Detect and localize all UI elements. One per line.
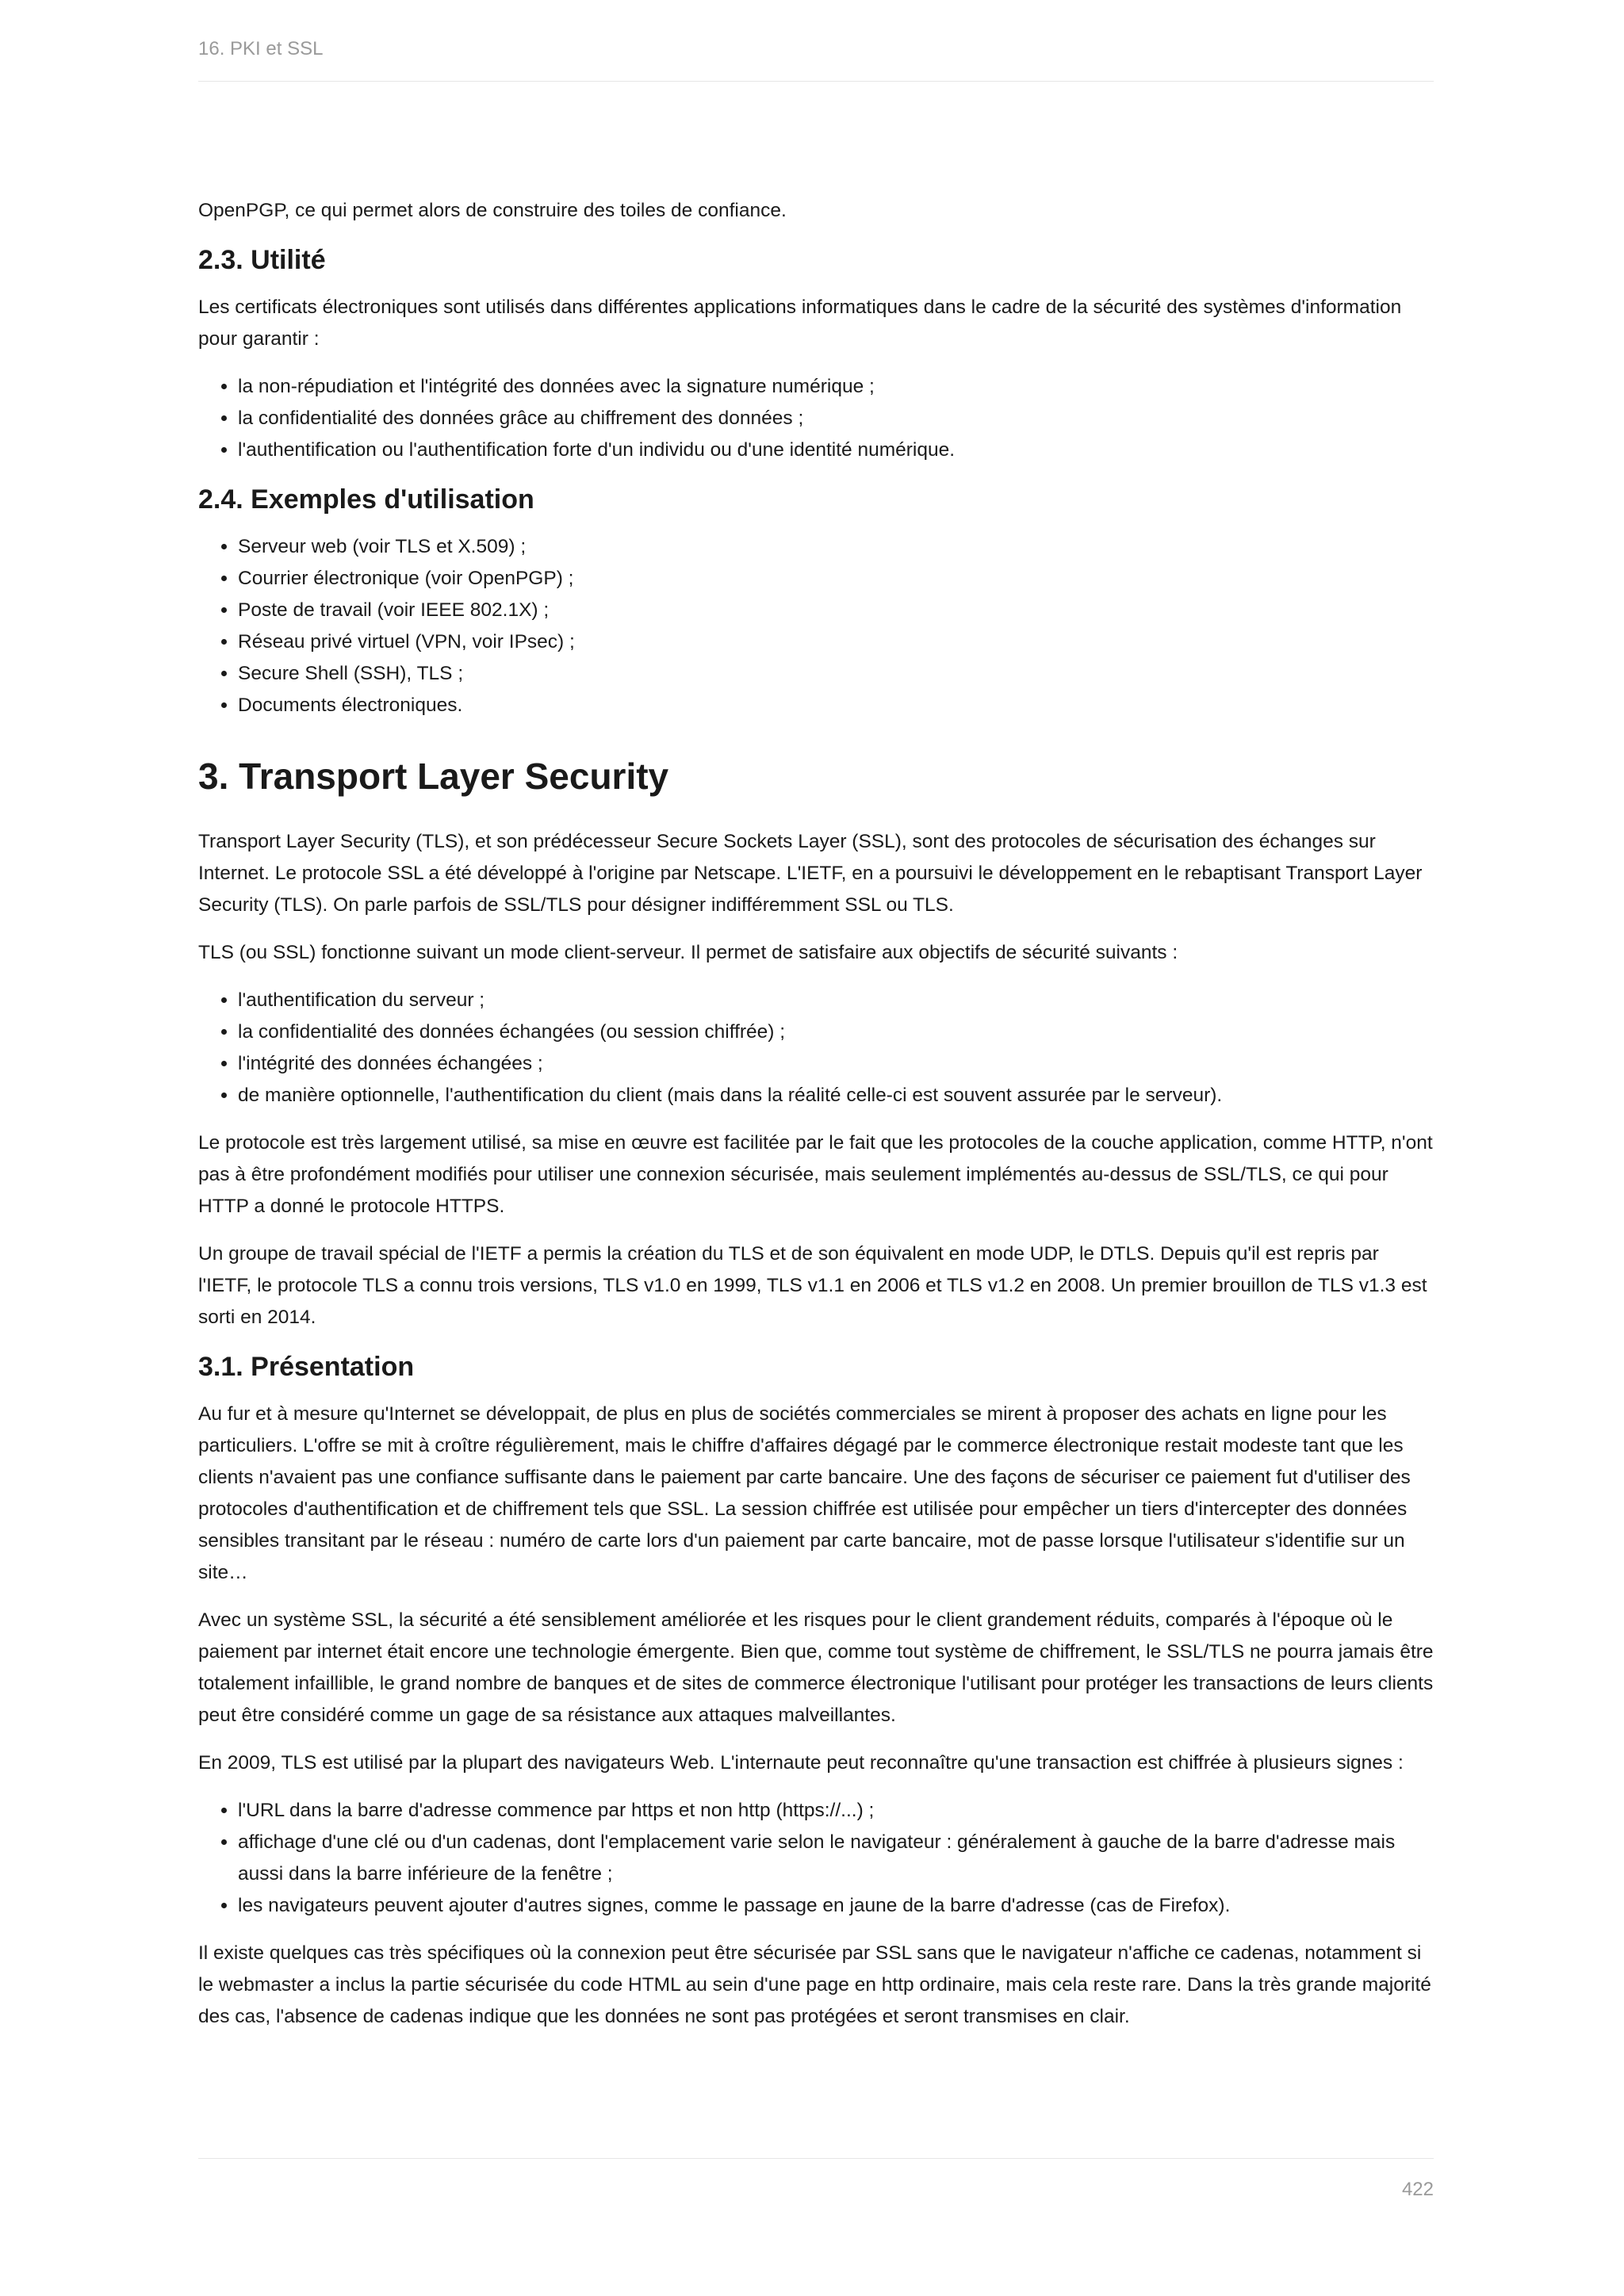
list-item: • l'URL dans la barre d'adresse commence par https et non http (https://...) ;	[238, 1795, 1434, 1827]
list-item: • l'intégrité des données échangées ;	[238, 1048, 1434, 1080]
list-item: • la non-répudiation et l'intégrité des données avec la signature numérique ;	[238, 371, 1434, 403]
list-item: • la confidentialité des données échangées (ou session chiffrée) ;	[238, 1016, 1434, 1048]
list-item: • Réseau privé virtuel (VPN, voir IPsec) ;	[238, 626, 1434, 658]
list-item: • les navigateurs peuvent ajouter d'autres signes, comme le passage en jaune de la barre d'adresse (cas de Firefox).	[238, 1890, 1434, 1922]
section-3-1-heading: 3.1. Présentation	[198, 1352, 415, 1382]
list-item: • Documents électroniques.	[238, 690, 1434, 721]
list-item: • l'authentification ou l'authentification forte d'un individu ou d'une identité numérique.	[238, 434, 1434, 466]
section-3-heading: 3. Transport Layer Security	[198, 756, 669, 797]
section-2-4-list	[198, 531, 1434, 721]
list-item: • Poste de travail (voir IEEE 802.1X) ;	[238, 595, 1434, 626]
section-3-1-paragraph-4: Il existe quelques cas très spécifiques où la connexion peut être sécurisée par SSL sans que le navigateur n'affiche ce cadenas, notamment si le webmaster a inclus la partie sécurisée du code HTML au sein d'une page en http ordinaire, mais cela reste rare. Dans la très grande majorité des cas, l'absence de cadenas indique que les données ne sont pas protégées et seront transmises en clair.	[198, 1942, 1431, 2027]
footer-divider	[198, 2158, 1434, 2159]
list-item: • la confidentialité des données grâce au chiffrement des données ;	[238, 403, 1434, 434]
section-3-list	[198, 985, 1434, 1112]
section-3-paragraph-2: TLS (ou SSL) fonctionne suivant un mode client-serveur. Il permet de satisfaire aux objectifs de sécurité suivants :	[198, 942, 1178, 963]
list-item: • Secure Shell (SSH), TLS ;	[238, 658, 1434, 690]
list-item: • Courrier électronique (voir OpenPGP) ;	[238, 563, 1434, 595]
section-2-4-heading: 2.4. Exemples d'utilisation	[198, 484, 534, 515]
section-3-1-list	[198, 1795, 1434, 1922]
intro-paragraph: OpenPGP, ce qui permet alors de construire des toiles de confiance.	[198, 200, 787, 221]
section-3-1-paragraph-2: Avec un système SSL, la sécurité a été sensiblement améliorée et les risques pour le client grandement réduits, comparés à l'époque où le paiement par internet était encore une technologie émergente. Bien que, comme tout système de chiffrement, le SSL/TLS ne pourra jamais être totalement infaillible, le grand nombre de banques et de sites de commerce électronique l'utilisant pour protéger les transactions de leurs clients peut être considéré comme un gage de sa résistance aux attaques malveillantes.	[198, 1609, 1434, 1726]
section-2-3-paragraph: Les certificats électroniques sont utilisés dans différentes applications informatiques dans le cadre de la sécurité des systèmes d'information pour garantir :	[198, 297, 1402, 350]
list-item: • affichage d'une clé ou d'un cadenas, dont l'emplacement varie selon le navigateur : généralement à gauche de la barre d'adresse mais aussi dans la barre inférieure de la fenêtre ;	[238, 1827, 1434, 1890]
list-item: • Serveur web (voir TLS et X.509) ;	[238, 531, 1434, 563]
section-3-1-paragraph-1: Au fur et à mesure qu'Internet se développait, de plus en plus de sociétés commerciales se mirent à proposer des achats en ligne pour les particuliers. L'offre se mit à croître régulièrement, mais le chiffre d'affaires dégagé par le commerce électronique restait modeste tant que les clients n'avaient pas une confiance suffisante dans le paiement par carte bancaire. Une des façons de sécuriser ce paiement fut d'utiliser des protocoles d'authentification et de chiffrement tels que SSL. La session chiffrée est utilisée pour empêcher un tiers d'intercepter des données sensibles transitant par le réseau : numéro de carte lors d'un paiement par carte bancaire, mot de passe lorsque l'utilisateur s'identifie sur un site…	[198, 1403, 1411, 1583]
page-number: 422	[1401, 2179, 1434, 2200]
section-3-paragraph-4: Un groupe de travail spécial de l'IETF a permis la création du TLS et de son équivalent en mode UDP, le DTLS. Depuis qu'il est repris par l'IETF, le protocole TLS a connu trois versions, TLS v1.0 en 1999, TLS v1.1 en 2006 et TLS v1.2 en 2008. Un premier brouillon de TLS v1.3 est sorti en 2014.	[198, 1243, 1427, 1328]
running-header: 16. PKI et SSL	[198, 38, 324, 59]
section-2-3-heading: 2.3. Utilité	[198, 245, 326, 275]
section-3-paragraph-3: Le protocole est très largement utilisé, sa mise en œuvre est facilitée par le fait que les protocoles de la couche application, comme HTTP, n'ont pas à être profondément modifiés pour utiliser une connexion sécurisée, mais seulement implémentés au-dessus de SSL/TLS, ce qui pour HTTP a donné le protocole HTTPS.	[198, 1132, 1433, 1217]
section-2-3-list	[198, 371, 1434, 466]
list-item: • de manière optionnelle, l'authentification du client (mais dans la réalité celle-ci est souvent assurée par le serveur).	[238, 1080, 1434, 1112]
page-content	[198, 195, 1434, 2049]
section-3-1-paragraph-3: En 2009, TLS est utilisé par la plupart des navigateurs Web. L'internaute peut reconnaître qu'une transaction est chiffrée à plusieurs signes :	[198, 1752, 1404, 1774]
list-item: • l'authentification du serveur ;	[238, 985, 1434, 1016]
header-divider	[198, 81, 1434, 82]
section-3-paragraph-1: Transport Layer Security (TLS), et son prédécesseur Secure Sockets Layer (SSL), sont des protocoles de sécurisation des échanges sur Internet. Le protocole SSL a été développé à l'origine par Netscape. L'IETF, en a poursuivi le développement en le rebaptisant Transport Layer Security (TLS). On parle parfois de SSL/TLS pour désigner indifféremment SSL ou TLS.	[198, 831, 1423, 916]
